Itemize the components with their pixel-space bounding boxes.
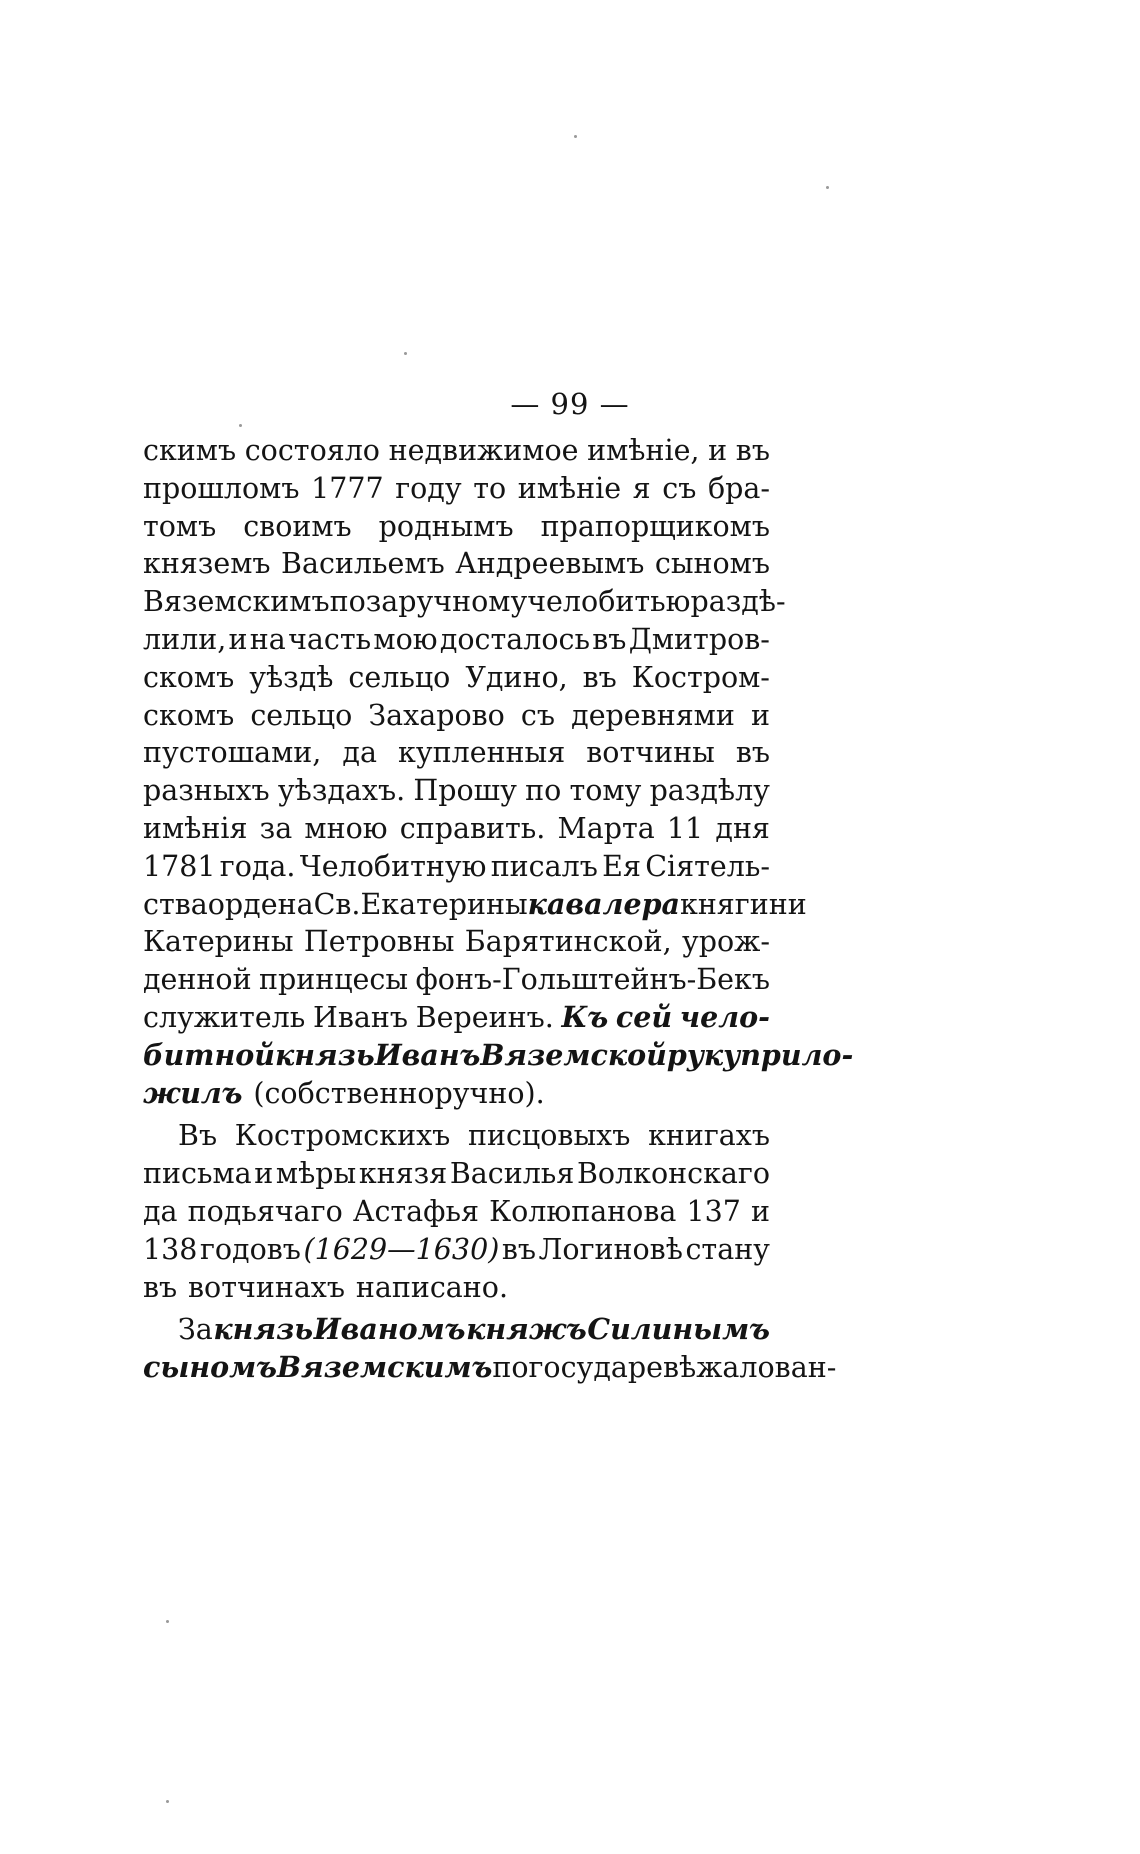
word: по — [329, 585, 366, 619]
word: битной — [143, 1037, 275, 1072]
word: Костромскихъ — [234, 1119, 451, 1153]
word: Сіятель- — [645, 849, 770, 883]
word: денной — [143, 963, 252, 997]
word: то — [473, 471, 507, 505]
word: Вереинъ. — [415, 1000, 554, 1034]
word: состояло — [244, 434, 380, 467]
word: Прошу — [413, 774, 517, 808]
word: году — [395, 471, 462, 505]
word: Екатерины — [360, 887, 528, 921]
word: Логиновѣ — [538, 1232, 683, 1266]
word: Вяземскимъ — [276, 1350, 493, 1385]
word: деревнями — [571, 698, 735, 732]
text-line — [143, 848, 770, 886]
word: (собственноручно). — [253, 1076, 545, 1110]
word: Силинымъ — [587, 1312, 770, 1347]
word: князь — [213, 1312, 314, 1347]
word: Удино, — [465, 660, 568, 694]
word: кавалера — [527, 886, 680, 921]
word: по — [492, 1351, 529, 1385]
word: сей — [615, 999, 673, 1034]
word: письма — [143, 1157, 252, 1191]
text-line — [143, 1075, 770, 1113]
word: княземъ — [143, 547, 271, 581]
word: въ — [735, 736, 770, 770]
text-line — [143, 545, 770, 583]
word: сельцо — [250, 698, 353, 732]
word: Св. — [313, 887, 361, 921]
word: скомъ — [143, 698, 235, 732]
word: 138 — [143, 1232, 198, 1266]
word: и — [708, 434, 728, 467]
word: Иванъ — [374, 1037, 481, 1072]
word: князь — [274, 1037, 375, 1072]
word: Барятинской, — [464, 925, 672, 959]
word: въ — [501, 1232, 537, 1266]
scan-speck — [826, 186, 829, 189]
word: За — [178, 1313, 213, 1347]
word: скомъ — [143, 660, 235, 694]
text-line — [143, 1269, 770, 1307]
word: скимъ — [143, 434, 237, 467]
scan-speck — [166, 1620, 169, 1623]
text-line — [143, 1231, 770, 1269]
scan-speck — [166, 1800, 169, 1803]
word: служитель — [143, 1000, 306, 1034]
word: справить. — [399, 811, 546, 845]
word: тому — [569, 774, 642, 808]
word: въ — [582, 660, 617, 694]
word: 1777 — [311, 471, 384, 505]
word: мѣры — [275, 1157, 357, 1191]
word: урож- — [681, 925, 770, 959]
word: Въ — [178, 1119, 218, 1153]
word: стану — [685, 1232, 770, 1266]
word: прапорщикомъ — [540, 509, 770, 543]
word: вотчины — [586, 736, 715, 770]
word: написано. — [355, 1270, 509, 1304]
text-line — [143, 659, 770, 697]
text-line — [143, 772, 770, 810]
word: дня — [715, 811, 770, 845]
scan-speck — [404, 352, 407, 355]
text-line — [143, 470, 770, 508]
word: съ — [662, 471, 697, 505]
text-line — [143, 1311, 770, 1349]
word: годовъ — [199, 1232, 301, 1266]
word: томъ — [143, 509, 217, 543]
text-line — [143, 1193, 770, 1231]
word: 137 — [686, 1194, 741, 1228]
word: 11 — [666, 811, 704, 845]
word: мою — [373, 622, 438, 656]
word: пустошами, — [143, 736, 322, 770]
page-number: — 99 — — [510, 387, 630, 421]
word: принцесы — [258, 963, 409, 997]
word: Марта — [557, 811, 655, 845]
word: досталось — [439, 622, 590, 656]
word: я — [632, 471, 651, 505]
scan-speck — [574, 135, 577, 138]
scan-speck — [239, 424, 242, 427]
text-line — [143, 432, 770, 470]
word: государевѣ — [528, 1351, 697, 1385]
text-block — [143, 432, 854, 1387]
word: Ея — [602, 849, 641, 883]
word: года. — [219, 849, 296, 883]
word: роднымъ — [378, 509, 514, 543]
word: раздѣ- — [690, 585, 786, 619]
word: челобитью — [527, 585, 691, 619]
word: княжъ — [466, 1312, 587, 1347]
word: мною — [304, 811, 388, 845]
word: прило- — [740, 1037, 854, 1072]
word: княгини — [680, 887, 807, 921]
text-line — [143, 923, 770, 961]
word: Челобитную — [299, 849, 487, 883]
word: Катерины — [143, 925, 294, 959]
word: своимъ — [243, 509, 352, 543]
word: бра- — [707, 471, 770, 505]
word: фонъ-Гольштейнъ-Бекъ — [415, 963, 770, 997]
text-line — [143, 697, 770, 735]
word: заручному — [365, 585, 528, 619]
text-line — [143, 508, 770, 546]
word: подьячаго — [187, 1194, 343, 1228]
word: жилъ — [143, 1075, 243, 1110]
text-line — [143, 886, 807, 924]
word: Къ — [561, 999, 609, 1034]
word: (1629—1630) — [303, 1232, 500, 1266]
text-line — [143, 1349, 837, 1387]
word: имѣніе — [517, 471, 622, 505]
word: въ — [592, 622, 627, 656]
word: Васильемъ — [281, 547, 445, 581]
word: Колюпанова — [489, 1194, 677, 1228]
word: сыномъ — [654, 547, 770, 581]
text-line — [143, 621, 770, 659]
word: за — [259, 811, 293, 845]
word: недвижимое — [388, 434, 579, 467]
word: да — [342, 736, 377, 770]
word: Вяземской — [480, 1037, 667, 1072]
word: Вяземскимъ — [143, 585, 330, 619]
word: князя — [358, 1157, 448, 1191]
word: писцовыхъ — [467, 1119, 631, 1153]
word: уѣздахъ. — [277, 774, 406, 808]
word: руку — [666, 1037, 741, 1072]
word: писалъ — [490, 849, 598, 883]
word: Астафья — [352, 1194, 479, 1228]
word: Андреевымъ — [455, 547, 645, 581]
word: Петровны — [303, 925, 455, 959]
word: книгахъ — [648, 1119, 770, 1153]
word: чело- — [679, 999, 770, 1034]
word: Дмитров- — [628, 622, 770, 656]
word: раздѣлу — [649, 774, 770, 808]
word: часть — [288, 622, 372, 656]
word: ства — [143, 887, 208, 921]
text-line — [143, 1117, 770, 1155]
text-line — [143, 961, 770, 999]
word: Василья — [449, 1157, 575, 1191]
word: лили, — [143, 622, 227, 656]
text-line — [143, 734, 770, 772]
word: вотчинахъ — [188, 1270, 346, 1304]
word: сельцо — [348, 660, 451, 694]
text-line — [143, 1037, 854, 1075]
word: сыномъ — [143, 1350, 277, 1385]
word: 1781 — [143, 849, 216, 883]
word: по — [525, 774, 562, 808]
text-line — [143, 810, 770, 848]
word: ордена — [207, 887, 314, 921]
word: Иваномъ — [313, 1312, 466, 1347]
word: и — [254, 1157, 274, 1191]
word: въ — [735, 434, 770, 467]
word: съ — [520, 698, 556, 732]
word: въ — [143, 1270, 178, 1304]
word: имѣнія — [143, 811, 248, 845]
word: разныхъ — [143, 774, 270, 808]
word: жалован- — [696, 1351, 837, 1385]
text-line — [143, 1155, 770, 1193]
word: и — [228, 622, 248, 656]
word: Захарово — [368, 698, 505, 732]
word: уѣздѣ — [249, 660, 334, 694]
word: да — [143, 1194, 178, 1228]
word: и — [750, 1194, 770, 1228]
word: Костром- — [631, 660, 770, 694]
word: и — [750, 698, 770, 732]
word: Волконскаго — [576, 1157, 770, 1191]
word: купленныя — [398, 736, 566, 770]
text-line — [143, 583, 786, 621]
text-line — [143, 999, 770, 1037]
word: Иванъ — [313, 1000, 409, 1034]
word: прошломъ — [143, 471, 300, 505]
word: имѣніе, — [587, 434, 700, 467]
word: на — [249, 622, 286, 656]
